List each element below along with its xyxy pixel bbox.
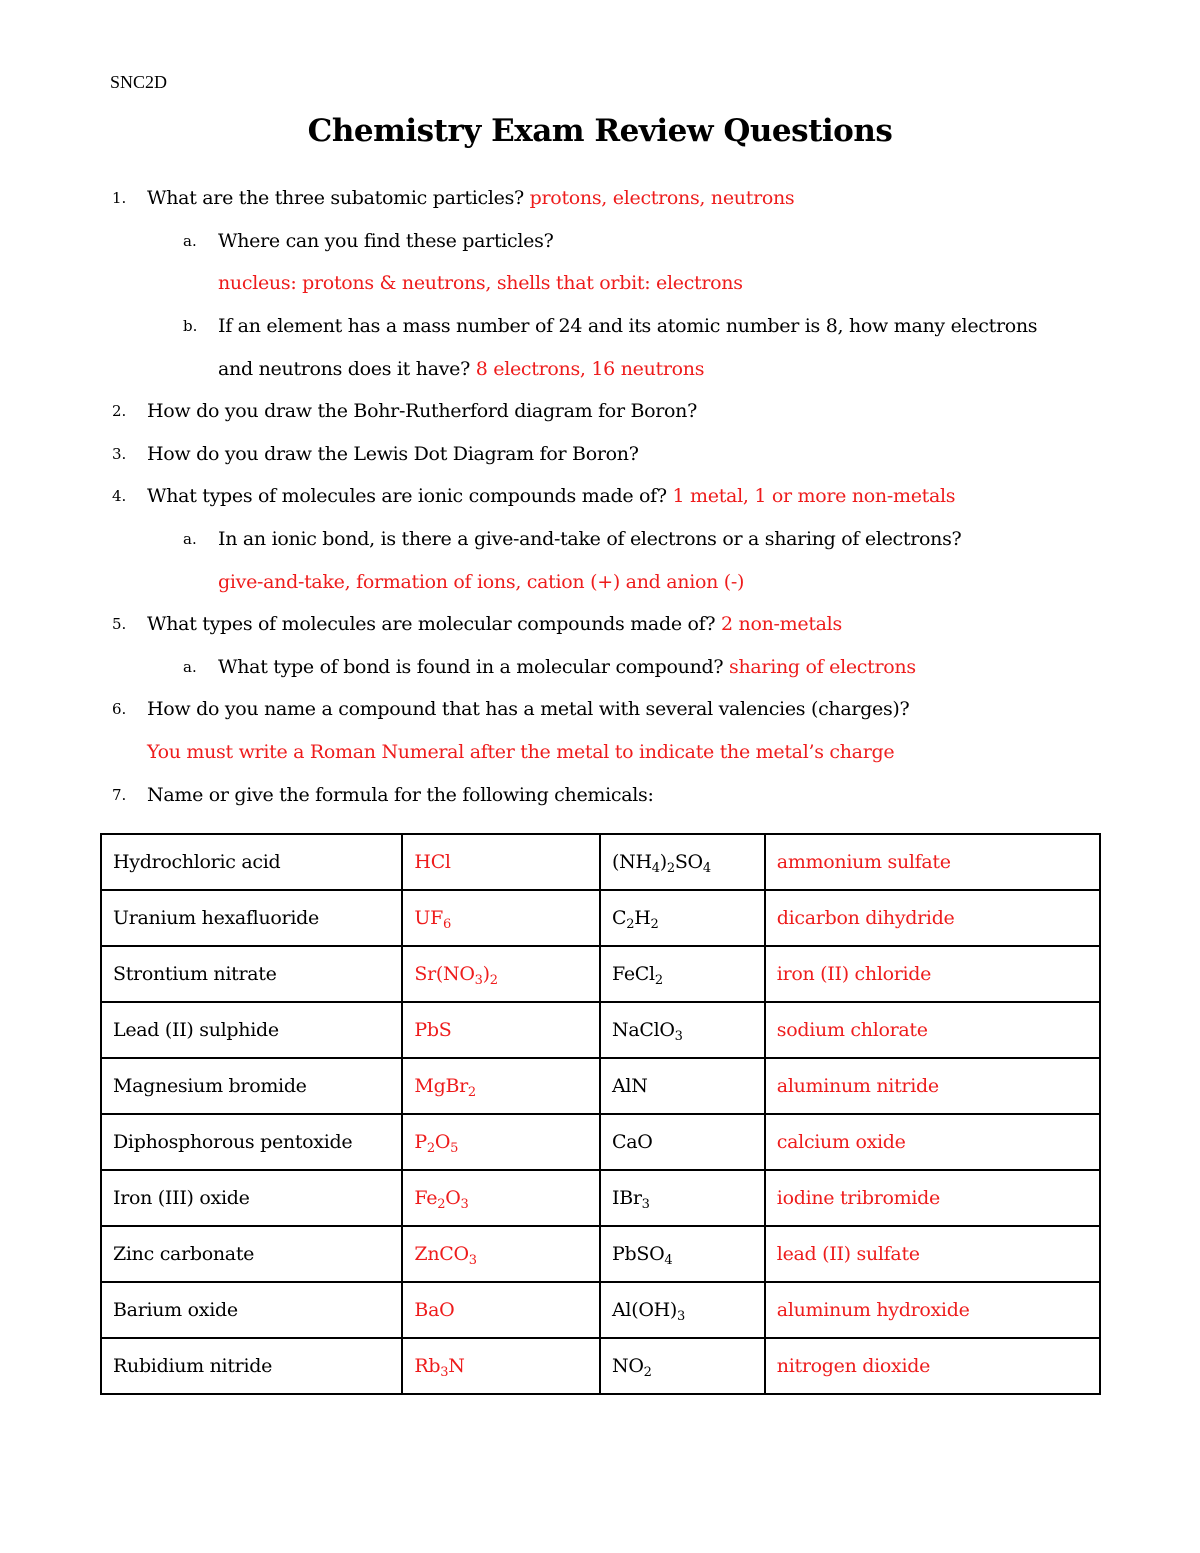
- name-answer: lead (II) sulfate: [765, 1226, 1100, 1282]
- chemical-name: Diphosphorous pentoxide: [101, 1114, 402, 1170]
- formula-part: SO: [674, 851, 703, 873]
- question-1a: [218, 228, 553, 254]
- answer-6: You must write a Roman Numeral after the metal to indicate the metal’s charge: [147, 741, 895, 763]
- formula-answer: [402, 1114, 600, 1170]
- chemical-name: Strontium nitrate: [101, 946, 402, 1002]
- question-1b: If an element has a mass number of 24 and its atomic number is 8, how many electrons: [218, 315, 1038, 337]
- question-text: What are the three subatomic particles?: [147, 187, 530, 209]
- formula-subscript: 3: [641, 1197, 650, 1212]
- question-6: How do you name a compound that has a metal with several valencies (charges)?: [147, 698, 910, 720]
- name-answer: ammonium sulfate: [765, 834, 1100, 890]
- name-answer: dicarbon dihydride: [765, 890, 1100, 946]
- formula-answer: [402, 1282, 600, 1338]
- formula-part: ): [482, 963, 490, 985]
- name-answer: sodium chlorate: [765, 1002, 1100, 1058]
- formula-answer: [402, 1226, 600, 1282]
- formula-part: BaO: [414, 1299, 455, 1321]
- chemical-name: Barium oxide: [101, 1282, 402, 1338]
- table-row: [101, 946, 1100, 1002]
- answer-text: 8 electrons, 16 neutrons: [475, 358, 705, 380]
- formula-part: Sr(NO: [414, 963, 475, 985]
- formula-part: ZnCO: [414, 1243, 469, 1265]
- answer-text: sharing of electrons: [729, 656, 916, 678]
- formula-part: (NH: [612, 851, 652, 873]
- chemical-formula: [600, 1226, 765, 1282]
- chemical-formula: [600, 1058, 765, 1114]
- table-row: [101, 1338, 1100, 1394]
- chemical-name: Magnesium bromide: [101, 1058, 402, 1114]
- chemical-formula: [600, 1114, 765, 1170]
- question-number: 6.: [112, 700, 127, 718]
- question-1b-cont: [218, 356, 704, 382]
- formula-subscript: 4: [664, 1253, 673, 1268]
- table-row: [101, 1226, 1100, 1282]
- formula-subscript: 3: [474, 973, 483, 988]
- question-number: 1.: [112, 189, 127, 207]
- question-text: What types of molecules are ionic compounds made of?: [147, 485, 673, 507]
- table-row: [101, 1282, 1100, 1338]
- formula-subscript: 2: [643, 1365, 652, 1380]
- question-4a: In an ionic bond, is there a give-and-take of electrons or a sharing of electrons?: [218, 528, 962, 550]
- formula-part: NO: [612, 1355, 644, 1377]
- formula-part: O: [434, 1131, 451, 1153]
- question-number: 2.: [112, 402, 127, 420]
- table-row: [101, 890, 1100, 946]
- chemical-formula: [600, 1002, 765, 1058]
- subquestion-letter: a.: [183, 658, 197, 676]
- formula-subscript: 3: [460, 1197, 469, 1212]
- formula-subscript: 3: [677, 1309, 685, 1324]
- chemical-name: Hydrochloric acid: [101, 834, 402, 890]
- formula-part: MgBr: [414, 1075, 468, 1097]
- chemical-formula: [600, 1338, 765, 1394]
- table-row: [101, 834, 1100, 890]
- formula-subscript: 3: [674, 1029, 683, 1044]
- question-number: 3.: [112, 445, 127, 463]
- question-7: Name or give the formula for the following chemicals:: [147, 784, 654, 806]
- formula-part: Rb: [414, 1355, 441, 1377]
- name-answer: aluminum hydroxide: [765, 1282, 1100, 1338]
- question-4: [147, 483, 955, 509]
- formula-part: C: [612, 907, 627, 929]
- answer-text: 1 metal, 1 or more non-metals: [672, 485, 956, 507]
- answer-4a: give-and-take, formation of ions, cation (+) and anion (-): [218, 571, 745, 593]
- formula-part: AlN: [612, 1075, 648, 1097]
- formula-subscript: 2: [467, 1085, 476, 1100]
- question-2: How do you draw the Bohr-Rutherford diagram for Boron?: [147, 400, 698, 422]
- formula-part: PbS: [414, 1019, 452, 1041]
- formula-subscript: 6: [443, 917, 452, 932]
- question-text: Where can you find these particles?: [218, 230, 554, 252]
- course-code: SNC2D: [110, 72, 168, 92]
- table-row: [101, 1170, 1100, 1226]
- chemical-name: Rubidium nitride: [101, 1338, 402, 1394]
- formula-part: N: [448, 1355, 465, 1377]
- question-text: and neutrons does it have?: [218, 358, 476, 380]
- formula-part: H: [634, 907, 651, 929]
- formula-part: HCl: [414, 851, 451, 873]
- formula-part: UF: [414, 907, 444, 929]
- formula-subscript: 4: [702, 861, 711, 876]
- question-5a: [218, 654, 916, 680]
- question-number: 5.: [112, 615, 127, 633]
- formula-subscript: 3: [440, 1365, 449, 1380]
- formula-answer: [402, 1058, 600, 1114]
- question-3: How do you draw the Lewis Dot Diagram for Boron?: [147, 443, 639, 465]
- subquestion-letter: a.: [183, 232, 197, 250]
- name-answer: calcium oxide: [765, 1114, 1100, 1170]
- formula-subscript: 5: [450, 1141, 459, 1156]
- formula-answer: [402, 1002, 600, 1058]
- formula-part: Al(OH): [612, 1299, 677, 1321]
- question-1: [147, 185, 794, 211]
- formula-subscript: 3: [468, 1253, 477, 1268]
- subquestion-letter: a.: [183, 530, 197, 548]
- name-answer: aluminum nitride: [765, 1058, 1100, 1114]
- question-number: 7.: [112, 786, 127, 804]
- name-answer: iron (II) chloride: [765, 946, 1100, 1002]
- page-title: Chemistry Exam Review Questions: [307, 113, 893, 149]
- chemical-formula: [600, 1282, 765, 1338]
- answer-text: 2 non-metals: [721, 613, 842, 635]
- formula-subscript: 2: [654, 973, 663, 988]
- chemical-name: Uranium hexafluoride: [101, 890, 402, 946]
- formula-part: FeCl: [612, 963, 655, 985]
- name-answer: nitrogen dioxide: [765, 1338, 1100, 1394]
- formula-part: O: [445, 1187, 461, 1209]
- formula-part: Fe: [414, 1187, 438, 1209]
- chemicals-table: [100, 833, 1101, 1395]
- chemical-name: Lead (II) sulphide: [101, 1002, 402, 1058]
- formula-answer: [402, 890, 600, 946]
- question-text: What types of molecules are molecular compounds made of?: [147, 613, 721, 635]
- question-text: What type of bond is found in a molecular compound?: [218, 656, 730, 678]
- formula-part: ): [659, 851, 667, 873]
- answer-text: protons, electrons, neutrons: [529, 187, 795, 209]
- formula-subscript: 2: [666, 861, 675, 876]
- formula-subscript: 2: [650, 917, 659, 932]
- formula-subscript: 2: [489, 973, 498, 988]
- formula-answer: [402, 946, 600, 1002]
- chemical-name: Zinc carbonate: [101, 1226, 402, 1282]
- formula-part: CaO: [612, 1131, 653, 1153]
- formula-subscript: 2: [626, 917, 635, 932]
- table-row: [101, 1002, 1100, 1058]
- formula-part: IBr: [612, 1187, 642, 1209]
- table-row: [101, 1058, 1100, 1114]
- formula-part: NaClO: [612, 1019, 675, 1041]
- formula-subscript: 4: [651, 861, 660, 876]
- chemical-formula: [600, 1170, 765, 1226]
- name-answer: iodine tribromide: [765, 1170, 1100, 1226]
- chemical-name: Iron (III) oxide: [101, 1170, 402, 1226]
- chemical-formula: [600, 890, 765, 946]
- subquestion-letter: b.: [183, 317, 198, 335]
- question-number: 4.: [112, 487, 127, 505]
- formula-answer: [402, 1338, 600, 1394]
- formula-subscript: 2: [426, 1141, 435, 1156]
- table-row: [101, 1114, 1100, 1170]
- formula-part: P: [414, 1131, 427, 1153]
- answer-1a: nucleus: protons & neutrons, shells that orbit: electrons: [218, 272, 743, 294]
- formula-part: PbSO: [612, 1243, 665, 1265]
- formula-answer: [402, 834, 600, 890]
- chemical-formula: [600, 946, 765, 1002]
- chemical-formula: [600, 834, 765, 890]
- question-5: [147, 611, 842, 637]
- formula-answer: [402, 1170, 600, 1226]
- formula-subscript: 2: [437, 1197, 446, 1212]
